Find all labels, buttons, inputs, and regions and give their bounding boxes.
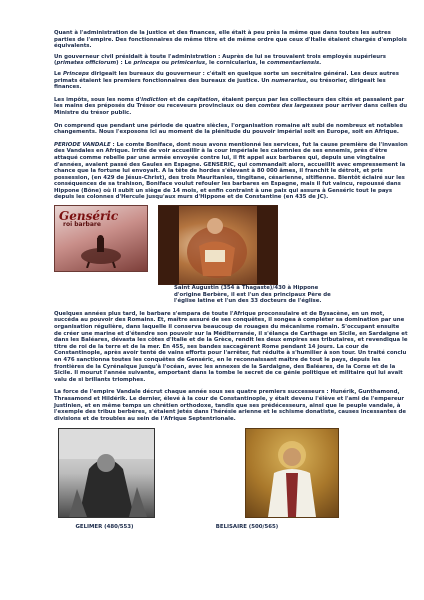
book-subtitle: roi barbare bbox=[63, 221, 101, 229]
paragraph-periode-vandale: PERIODE VANDALE : Le comte Boniface, dont nous avons mentionné les services, fut la cause première de l'invasion des Vandales en Afrique. Irrité de voir accueillir à la cour impériale les calomnies de ses ennemis, près d'être attaqué comme rebelle par une armée envoyée contre lui, il fit appel aux barbares qui, depuis une vingtaine d'années, avaient passé des Gaules en Espagne. GENSERIC, qui commandait alors, accueillit avec empressement la chance que la fortune lui envoyait. A la tête de hordes s'élevant à 80 000 âmes, il franchit le détroit, et pris possession, (en 429 de Jésus-Christ), des trois Mauritanies, tingitane, césarienne, sitifienne. Bientôt éclairé sur les conséquences de sa trahison, Boniface voulut refouler les barbares en Espagne, mais il fut vaincu, repoussé dans Hippone (Bône) où il subit un siège de 14 mois, et enfin contraint à une paix qui assura à Genséric tout le pays depuis les colonnes d'Hercule jusqu'aux murs d'Hippone et de Constantine (en 435 de JC). bbox=[54, 141, 408, 201]
paragraph-princeps: Le Princeps dirigeait les bureaux du gouverneur : c'était en quelque sorte un secrétaire général. Les deux autres primats étaient les premiers fonctionnaires des bureaux de justice. Un numerarius, ou trésorier, dirigeait les finances. bbox=[54, 70, 399, 91]
belisaire-portrait bbox=[155, 428, 339, 531]
belisaire-mosaic-icon bbox=[246, 429, 338, 517]
paragraph-successeurs: La force de l'empire Vandale décrut chaque année sous ses quatre premiers successeurs : Hunérik, Gunthamond, Thrasamond et Hildérik. Le dernier, élevé à la cour de Constantinople, y était devenu l'élève et l'ami de l'empereur Justinien, et en même temps un chrétien orthodoxe, tandis que ses prédécesseurs, ainsi que le peuple vandale, à l'exemple des tribus berbères, s'étaient jetés dans l'hérésie arienne et le schisme donatiste, causes incessantes de divisions et de troubles au sein de l'Afrique Septentrionale. bbox=[54, 389, 407, 422]
saint-augustin-painting bbox=[158, 205, 278, 285]
paragraph-conquetes: Quelques années plus tard, le barbare s'empara de toute l'Afrique proconsulaire et de Bysacène, en un mot, succéda au pouvoir des Romains. Et, maître assuré de ses conquêtes, il songea à compléter sa domination par une organisation régulière, dans laquelle il conserva beaucoup de rouages du mécanisme romain. S'occupant ensuite de créer une marine et d'étendre son pouvoir sur la Méditerranée, il s'élança de Carthage en Sicile, en Sardaigne et dans les Baléares, dévasta les côtes d'Italie et de la Grèce, rendit les deux empires ses tributaires, et revendiqua le titre de roi de la terre et de la mer. En 455, ses bandes saccagèrent Rome pendant 14 jours. La cour de Constantinople, après avoir tenté de vains efforts pour l'arrêter, fut réduite à s'humilier à son tour. Un traité conclu en 476 sanctionna toutes les conquêtes de Genséric, en le reconnaissant maître de tout le pays, depuis les frontières de la Cyrénaïque jusqu'à l'océan, avec les annexes de la Sardaigne, des Baléares, de la Corse et de la Sicile. Il mourut l'année suivante, emportant dans la tombe le secret de ce génie politique et militaire qui lui avait valu de si brillants triomphes. bbox=[54, 310, 408, 383]
belisaire-caption: BELISAIRE (500/565) bbox=[215, 524, 279, 531]
paragraph-impots: Les impôts, sous les noms d'indiction et de capitation, étaient perçus par les collecteurs des cités et passaient par les mains des préposés du Trésor ou receveurs provinciaux ou des comtes des largesses pour arriver dans celles du Ministre du trésor public. bbox=[54, 96, 408, 116]
gelimer-engraving-icon bbox=[59, 429, 154, 517]
book-title: Genséric bbox=[59, 209, 119, 224]
genseric-book-cover-image bbox=[54, 205, 148, 272]
horseman-illustration-icon bbox=[71, 234, 131, 268]
paragraph-administration: Quant à l'administration de la justice et des finances, elle était à peu près la même que dans toutes les autres parties de l'empire. Des fonctionnaires de même titre et de même ordre que ceux d'Italie étaient chargés d'emplois équivalents. bbox=[54, 30, 407, 50]
saint-augustin-caption: Saint Augustin (354 à Thagaste)/430 à Hippone d'origine Berbère, il est l'un des principaux Père de l'église latine et l'un des 33 docteurs de l'église. bbox=[174, 285, 331, 305]
belisaire-image bbox=[245, 428, 339, 518]
paragraph-gouverneur: Un gouverneur civil présidait à toute l'administration : Auprès de lui se trouvaient trois employés supérieurs (primates officiorum) : Le princeps ou primicerius, le cornicularius, le commentariensis. bbox=[54, 53, 386, 67]
figure-row bbox=[54, 205, 408, 285]
saint-augustin-figure-icon bbox=[159, 206, 277, 284]
paragraph-organisation: On comprend que pendant une période de quatre siècles, l'organisation romaine ait subi de nombreux et notables changements. Nous l'exposons ici au moment de la plénitude du pouvoir impérial soit en Europe, soit en Afrique. bbox=[54, 122, 403, 136]
gelimer-caption: GELIMER (480/553) bbox=[75, 524, 134, 531]
portraits-row bbox=[54, 428, 408, 531]
gelimer-portrait bbox=[54, 428, 155, 531]
section-title: PERIODE VANDALE bbox=[54, 141, 111, 148]
gelimer-image bbox=[58, 428, 155, 518]
